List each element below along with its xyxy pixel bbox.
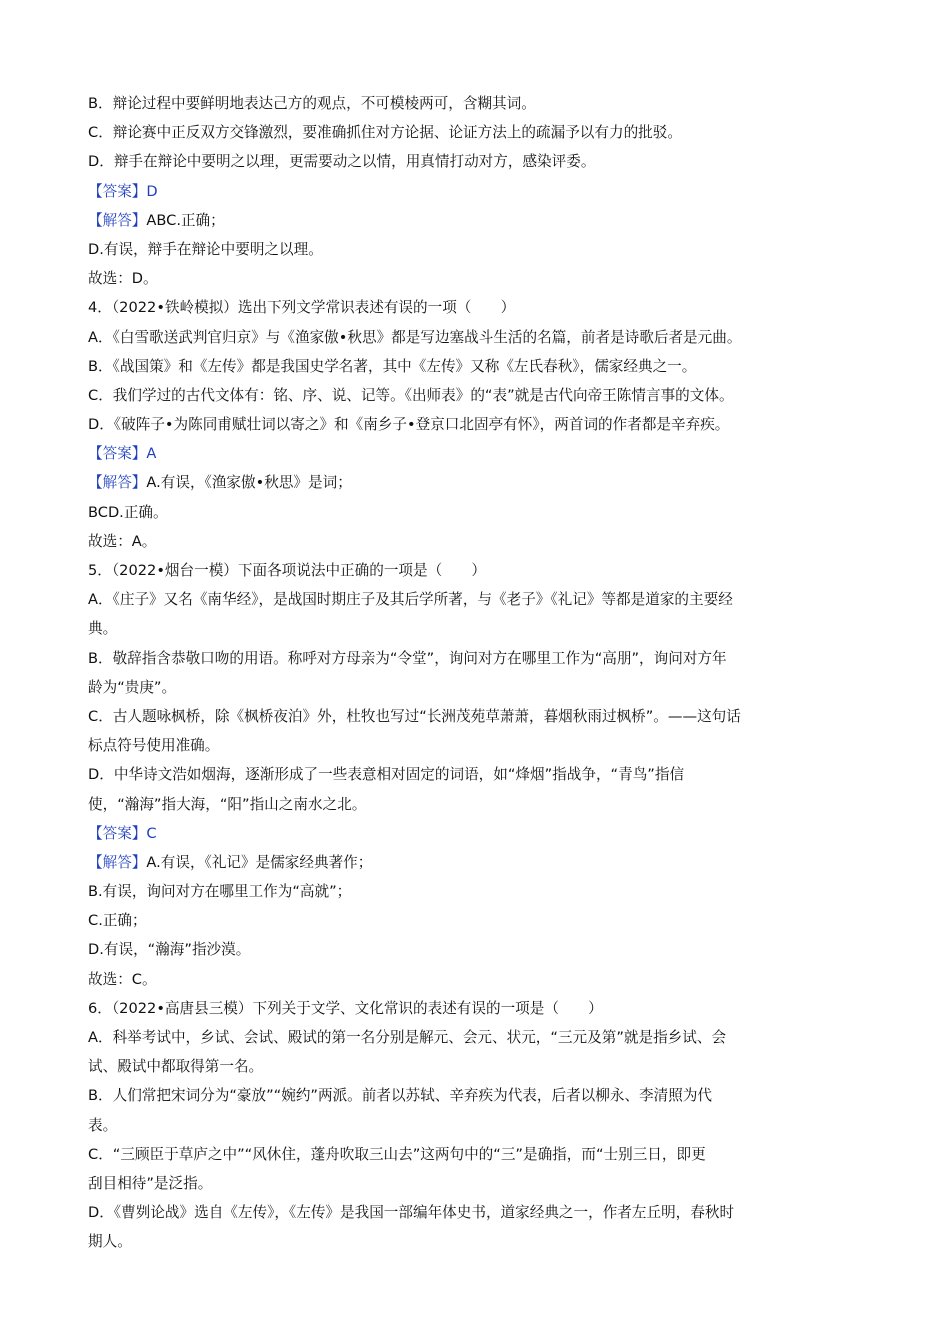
option-b-cont: 表。 [88, 1116, 118, 1134]
analysis-line [88, 473, 868, 502]
analysis-line [88, 853, 868, 882]
answer-tag: 【答案】 [88, 445, 147, 463]
option-b: B．《战国策》和《左传》都是我国史学名著，其中《左传》又称《左氏春秋》，儒家经典之一。 [88, 357, 697, 375]
option-d: D．《曹刿论战》选自《左传》，《左传》是我国一部编年体史书，道家经典之一，作者左丘明，春秋时 [88, 1204, 735, 1222]
question-stem: 5．（2022•烟台一模）下面各项说法中正确的一项是（ ） [88, 562, 486, 579]
option-b: B．敬辞指含恭敬口吻的用语。称呼对方母亲为“令堂”，询问对方在哪里工作为“高朋”，询问对方年 [88, 649, 727, 667]
option-d-cont: 使，“瀚海”指大海，“阳”指山之南水之北。 [88, 795, 367, 813]
option-a-cont: 试、殿试中都取得第一名。 [88, 1058, 264, 1076]
option-c: C．“三顾臣于草庐之中”“风休住，蓬舟吹取三山去”这两句中的“三”是确指，而“士别三日，即更 [88, 1145, 706, 1163]
analysis-line: C.正确； [88, 912, 147, 930]
option-d-cont: 期人。 [88, 1233, 132, 1251]
analysis-text: A.有误，《礼记》是儒家经典著作； [146, 853, 373, 871]
analysis-line [88, 211, 868, 240]
option-c: C．辩论赛中正反双方交锋激烈，要准确抓住对方论据、论证方法上的疏漏予以有力的批驳。 [88, 124, 682, 142]
option-a-cont: 典。 [88, 620, 118, 638]
analysis-line: D.有误，“瀚海”指沙漠。 [88, 941, 251, 959]
option-a: A．《庄子》又名《南华经》，是战国时期庄子及其后学所著，与《老子》《礼记》等都是道家的主要经 [88, 591, 733, 609]
option-a: A．科举考试中，乡试、会试、殿试的第一名分别是解元、会元、状元，“三元及第”就是指乡试、会 [88, 1029, 727, 1046]
question-stem: 4．（2022•铁岭模拟）选出下列文学常识表述有误的一项（ ） [88, 299, 516, 317]
analysis-line: 故选：A。 [88, 532, 157, 550]
analysis-tag: 【解答】 [88, 211, 147, 229]
answer-tag: 【答案】 [88, 824, 147, 842]
analysis-text: A.有误，《渔家傲•秋思》是词； [146, 474, 352, 492]
answer-tag: 【答案】 [88, 182, 147, 200]
document-page [88, 94, 868, 1262]
analysis-tag: 【解答】 [88, 474, 147, 492]
option-d: D．辩手在辩论中要明之以理，更需要动之以情，用真情打动对方，感染评委。 [88, 153, 596, 171]
option-d: D．中华诗文浩如烟海，逐渐形成了一些表意相对固定的词语，如“烽烟”指战争，“青鸟”指信 [88, 766, 685, 784]
analysis-line: 故选：C。 [88, 970, 157, 988]
option-a: A．《白雪歌送武判官归京》与《渔家傲•秋思》都是写边塞战斗生活的名篇，前者是诗歌后者是元曲。 [88, 328, 742, 346]
option-c: C．古人题咏枫桥，除《枫桥夜泊》外，杜牧也写过“长洲茂苑草萧萧，暮烟秋雨过枫桥”。——这句话 [88, 707, 741, 725]
analysis-line: D.有误，辩手在辩论中要明之以理。 [88, 240, 323, 258]
analysis-line: BCD.正确。 [88, 503, 168, 521]
option-c-cont: 刮目相待”是泛指。 [88, 1174, 213, 1192]
option-c: C．我们学过的古代文体有：铭、序、说、记等。《出师表》的“表”就是古代向帝王陈情言事的文体。 [88, 386, 734, 404]
answer-value: D [146, 182, 158, 200]
answer-value: A [146, 445, 157, 463]
option-b: B．人们常把宋词分为“豪放”“婉约”两派。前者以苏轼、辛弃疾为代表，后者以柳永、李清照为代 [88, 1087, 713, 1105]
answer-line [88, 824, 868, 853]
answer-value: C [146, 824, 157, 842]
answer-line [88, 444, 868, 473]
analysis-text: ABC.正确； [146, 211, 225, 229]
option-d: D．《破阵子•为陈同甫赋壮词以寄之》和《南乡子•登京口北固亭有怀》，两首词的作者都是辛弃疾。 [88, 416, 730, 434]
analysis-line: B.有误，询问对方在哪里工作为“高就”； [88, 883, 352, 901]
analysis-tag: 【解答】 [88, 853, 147, 871]
question-stem: 6．（2022•高唐县三模）下列关于文学、文化常识的表述有误的一项是（ ） [88, 999, 603, 1017]
option-b-cont: 龄为“贵庚”。 [88, 678, 177, 696]
option-b: B．辩论过程中要鲜明地表达己方的观点，不可模棱两可，含糊其词。 [88, 95, 536, 112]
analysis-line: 故选：D。 [88, 270, 158, 288]
answer-line [88, 182, 868, 211]
option-c-cont: 标点符号使用准确。 [88, 737, 220, 755]
